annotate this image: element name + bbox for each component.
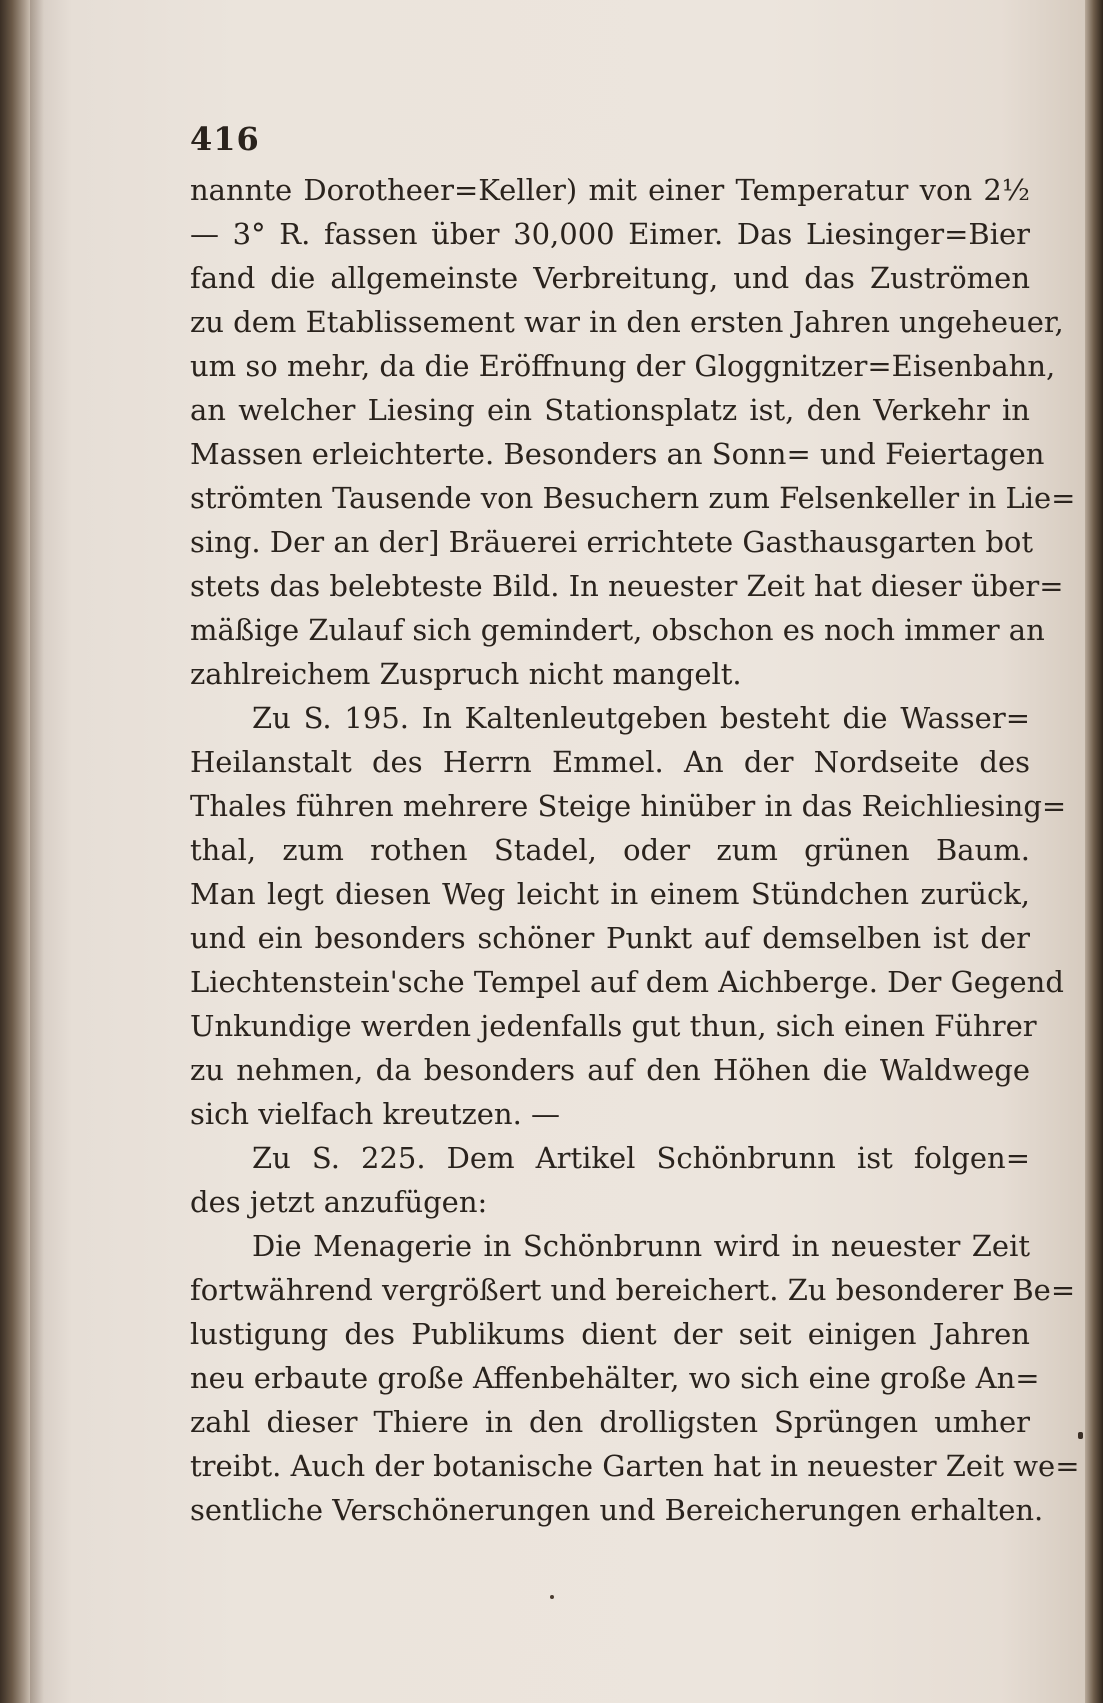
text-line: zu nehmen, da besonders auf den Höhen die Waldwege xyxy=(190,1053,1030,1087)
margin-mark xyxy=(1078,1432,1083,1439)
text-line: sing. Der an der] Bräuerei errichtete Gasthausgarten bot xyxy=(190,525,1034,559)
text-line: fand die allgemeinste Verbreitung, und das Zuströmen xyxy=(190,261,1030,295)
text-line: Die Menagerie in Schönbrunn wird in neuester Zeit xyxy=(252,1229,1030,1263)
text-line: sich vielfach kreutzen. — xyxy=(190,1097,561,1131)
text-line: zu dem Etablissement war in den ersten Jahren ungeheuer, xyxy=(190,305,1064,339)
text-line: sentliche Verschönerungen und Bereicherungen erhalten. xyxy=(190,1493,1044,1527)
body-text xyxy=(190,168,1080,1532)
text-line: Unkundige werden jedenfalls gut thun, sich einen Führer xyxy=(190,1009,1037,1043)
text-line: thal, zum rothen Stadel, oder zum grünen Baum. xyxy=(190,833,1030,867)
text-line: zahlreichem Zuspruch nicht mangelt. xyxy=(190,657,742,691)
text-line: nannte Dorotheer=Keller) mit einer Temperatur von 2½ xyxy=(190,173,1030,207)
text-line: Zu S. 195. In Kaltenleutgeben besteht die Wasser= xyxy=(252,701,1030,735)
text-line: des jetzt anzufügen: xyxy=(190,1185,488,1219)
gutter-shadow xyxy=(30,0,44,1703)
text-line: treibt. Auch der botanische Garten hat in neuester Zeit we= xyxy=(190,1449,1080,1483)
text-line: — 3° R. fassen über 30,000 Eimer. Das Liesinger=Bier xyxy=(190,217,1030,251)
text-line: Thales führen mehrere Steige hinüber in das Reichliesing= xyxy=(190,789,1067,823)
text-line: an welcher Liesing ein Stationsplatz ist, den Verkehr in xyxy=(190,393,1030,427)
text-line: Man legt diesen Weg leicht in einem Stündchen zurück, xyxy=(190,877,1030,911)
text-line: stets das belebteste Bild. In neuester Zeit hat dieser über= xyxy=(190,569,1064,603)
text-line: strömten Tausende von Besuchern zum Felsenkeller in Lie= xyxy=(190,481,1076,515)
text-line: neu erbaute große Affenbehälter, wo sich eine große An= xyxy=(190,1361,1040,1395)
text-line: Zu S. 225. Dem Artikel Schönbrunn ist folgen= xyxy=(252,1141,1030,1175)
left-page-edge xyxy=(0,0,30,1703)
text-line: Massen erleichterte. Besonders an Sonn= und Feiertagen xyxy=(190,437,1045,471)
text-line: Heilanstalt des Herrn Emmel. An der Nordseite des xyxy=(190,745,1030,779)
right-page-edge xyxy=(1085,0,1103,1703)
page-number: 416 xyxy=(190,120,260,158)
text-line: zahl dieser Thiere in den drolligsten Sprüngen umher xyxy=(190,1405,1030,1439)
text-line: und ein besonders schöner Punkt auf demselben ist der xyxy=(190,921,1030,955)
text-line: fortwährend vergrößert und bereichert. Zu besonderer Be= xyxy=(190,1273,1076,1307)
text-line: um so mehr, da die Eröffnung der Gloggnitzer=Eisenbahn, xyxy=(190,349,1056,383)
text-line: mäßige Zulauf sich gemindert, obschon es noch immer an xyxy=(190,613,1045,647)
text-line: lustigung des Publikums dient der seit einigen Jahren xyxy=(190,1317,1030,1351)
ink-speck xyxy=(550,1595,554,1599)
text-line: Liechtenstein'sche Tempel auf dem Aichberge. Der Gegend xyxy=(190,965,1064,999)
